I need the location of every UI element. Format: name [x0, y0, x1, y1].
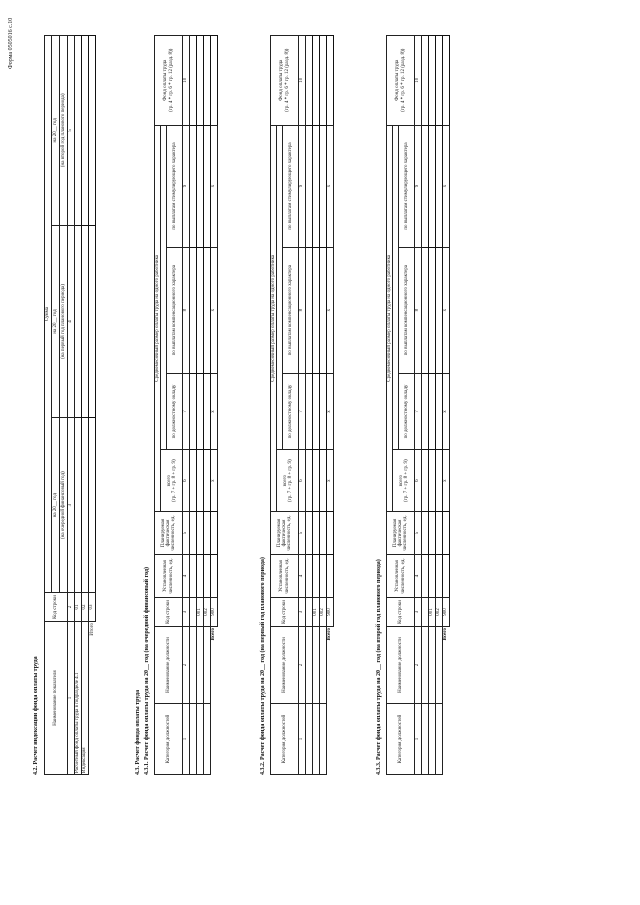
value-cell[interactable] [435, 373, 442, 450]
value-cell[interactable] [210, 512, 217, 555]
column-number: 1 [183, 704, 189, 775]
value-cell[interactable] [89, 418, 96, 593]
value-cell[interactable] [189, 450, 196, 512]
value-cell[interactable] [428, 125, 435, 247]
not-applicable-mark: x [210, 373, 217, 450]
value-cell[interactable] [305, 247, 312, 373]
row-code: 01 [75, 593, 82, 622]
column-number: 7 [183, 373, 189, 450]
value-cell [421, 627, 428, 704]
total-code: 900 [326, 598, 333, 627]
year-1-label: на 20__ год [52, 418, 60, 593]
value-cell[interactable] [319, 125, 326, 247]
column-number: 6 [415, 450, 421, 512]
salary-fund-table [154, 35, 218, 775]
col-planned: Планируемая фактическая численность, ед. [155, 512, 183, 555]
col-all: всего (гр. 7 + гр. 8 + гр. 9) [277, 450, 299, 512]
value-cell [305, 704, 312, 775]
col-average: Среднемесячный размер оплаты труда на одного работника [271, 125, 277, 511]
value-cell[interactable] [305, 125, 312, 247]
value-cell [305, 598, 312, 627]
section-4-3-title: 4.3. Расчет фонда оплаты труда [135, 689, 141, 775]
col-indicator-name: Наименование показателя [45, 622, 68, 775]
value-cell[interactable] [196, 247, 203, 373]
value-cell[interactable] [326, 512, 333, 555]
column-number: 9 [299, 125, 305, 247]
value-cell[interactable] [428, 450, 435, 512]
form-reference: Форма 0505016 с.10 [8, 17, 14, 69]
value-cell[interactable] [428, 373, 435, 450]
value-cell [189, 627, 196, 704]
value-cell[interactable] [196, 373, 203, 450]
value-cell[interactable] [326, 36, 333, 126]
total-label: Всего [211, 628, 217, 641]
value-cell[interactable] [421, 36, 428, 126]
value-cell[interactable] [421, 512, 428, 555]
col-position: Наименование должности [271, 627, 299, 704]
value-cell[interactable] [210, 36, 217, 126]
value-cell[interactable] [421, 373, 428, 450]
row-code: 002 [203, 598, 210, 627]
value-cell[interactable] [189, 373, 196, 450]
value-cell[interactable] [319, 555, 326, 598]
value-cell[interactable] [305, 512, 312, 555]
column-number: 4 [415, 555, 421, 598]
not-applicable-mark: x [210, 247, 217, 373]
col-all: всего (гр. 7 + гр. 8 + гр. 9) [161, 450, 183, 512]
category-cell[interactable] [428, 704, 435, 775]
value-cell[interactable] [210, 555, 217, 598]
value-cell[interactable] [196, 125, 203, 247]
col-compensation: по выплатам компенсационного характера [283, 247, 299, 373]
row-name: Индексация [82, 622, 89, 775]
value-cell[interactable] [196, 36, 203, 126]
column-number: 3 [415, 598, 421, 627]
column-number: 4 [183, 555, 189, 598]
col-category: Категория должностей [387, 704, 415, 775]
salary-fund-table [386, 35, 450, 775]
value-cell[interactable] [319, 373, 326, 450]
num-5: 5 [68, 36, 75, 226]
not-applicable-mark: x [210, 450, 217, 512]
column-number: 4 [299, 555, 305, 598]
year-1-sub: (на очередной финансовый год) [60, 418, 68, 593]
not-applicable-mark: x [210, 125, 217, 247]
value-cell [305, 627, 312, 704]
column-number: 8 [299, 247, 305, 373]
total-code: 03 [89, 593, 96, 622]
column-number: 1 [299, 704, 305, 775]
value-cell[interactable] [75, 36, 82, 226]
position-cell[interactable] [312, 627, 319, 704]
value-cell [189, 598, 196, 627]
column-number: 10 [415, 36, 421, 126]
subsection-title: 4.3.1. Расчет фонда оплаты труда на 20__ год (на очередной финансовый год) [144, 566, 150, 775]
col-salary: по должностному окладу [283, 373, 299, 450]
value-cell[interactable] [312, 125, 319, 247]
value-cell[interactable] [203, 512, 210, 555]
total-label: Всего [327, 628, 333, 641]
column-number: 10 [183, 36, 189, 126]
col-category: Категория должностей [271, 704, 299, 775]
value-cell[interactable] [305, 450, 312, 512]
not-applicable-mark: x [326, 125, 333, 247]
value-cell[interactable] [319, 247, 326, 373]
value-cell[interactable] [435, 125, 442, 247]
value-cell[interactable] [312, 450, 319, 512]
row-code: 002 [435, 598, 442, 627]
subsection-title: 4.3.3. Расчет фонда оплаты труда на 20__ год (на второй год планового периода) [376, 559, 382, 775]
col-category: Категория должностей [155, 704, 183, 775]
value-cell [189, 704, 196, 775]
col-fund: Фонд оплаты труда (гр. 4 * гр. 6 * гр. 12 (разд. 8)) [271, 36, 299, 126]
column-number: 9 [183, 125, 189, 247]
value-cell[interactable] [189, 512, 196, 555]
value-cell[interactable] [435, 512, 442, 555]
value-cell[interactable] [203, 555, 210, 598]
row-code: 001 [312, 598, 319, 627]
value-cell[interactable] [435, 450, 442, 512]
value-cell[interactable] [421, 247, 428, 373]
position-cell[interactable] [203, 627, 210, 704]
column-number: 9 [415, 125, 421, 247]
value-cell[interactable] [82, 36, 89, 226]
column-number: 2 [415, 627, 421, 704]
column-number: 8 [183, 247, 189, 373]
column-number: 5 [415, 512, 421, 555]
num-3: 3 [68, 418, 75, 593]
value-cell[interactable] [305, 36, 312, 126]
col-established: Установленная численность, ед. [387, 555, 415, 598]
col-sum: Сумма [45, 36, 52, 593]
not-applicable-mark: x [442, 450, 449, 512]
salary-fund-table [270, 35, 334, 775]
col-established: Установленная численность, ед. [271, 555, 299, 598]
col-established: Установленная численность, ед. [155, 555, 183, 598]
position-cell[interactable] [428, 627, 435, 704]
col-position: Наименование должности [387, 627, 415, 704]
value-cell[interactable] [319, 512, 326, 555]
value-cell[interactable] [428, 36, 435, 126]
year-2-sub: (на первый год планового периода) [60, 225, 68, 418]
value-cell[interactable] [428, 247, 435, 373]
value-cell[interactable] [435, 247, 442, 373]
not-applicable-mark: x [326, 247, 333, 373]
section-4-2-title: 4.2. Расчет индексации фонда оплаты труда [33, 656, 39, 775]
column-number: 7 [415, 373, 421, 450]
value-cell[interactable] [196, 450, 203, 512]
category-cell[interactable] [203, 704, 210, 775]
value-cell[interactable] [421, 125, 428, 247]
column-number: 7 [299, 373, 305, 450]
category-cell[interactable] [435, 704, 442, 775]
column-number: 1 [415, 704, 421, 775]
total-label: Всего [443, 628, 449, 641]
not-applicable-mark: x [442, 125, 449, 247]
value-cell[interactable] [326, 555, 333, 598]
col-planned: Планируемая фактическая численность, ед. [271, 512, 299, 555]
row-code: 001 [428, 598, 435, 627]
not-applicable-mark: x [442, 247, 449, 373]
col-fund: Фонд оплаты труда (гр. 4 * гр. 6 * гр. 12 (разд. 8)) [387, 36, 415, 126]
value-cell[interactable] [203, 36, 210, 126]
value-cell[interactable] [305, 373, 312, 450]
num-4: 4 [68, 225, 75, 418]
value-cell[interactable] [442, 512, 449, 555]
column-number: 3 [183, 598, 189, 627]
column-number: 8 [415, 247, 421, 373]
col-stimulating: по выплатам стимулирующего характера [399, 125, 415, 247]
value-cell[interactable] [89, 36, 96, 226]
value-cell[interactable] [319, 450, 326, 512]
col-stimulating: по выплатам стимулирующего характера [167, 125, 183, 247]
not-applicable-mark: x [442, 373, 449, 450]
value-cell[interactable] [82, 418, 89, 593]
col-code: Код строки [387, 598, 415, 627]
col-salary: по должностному окладу [167, 373, 183, 450]
col-planned: Планируемая фактическая численность, ед. [387, 512, 415, 555]
value-cell[interactable] [189, 36, 196, 126]
not-applicable-mark: x [326, 450, 333, 512]
column-number: 2 [183, 627, 189, 704]
value-cell[interactable] [428, 555, 435, 598]
value-cell[interactable] [421, 555, 428, 598]
position-cell[interactable] [319, 627, 326, 704]
total-label: Итого [89, 623, 95, 636]
num-1: 1 [68, 622, 75, 775]
year-3-sub: (на второй год планового периода) [60, 36, 68, 226]
indexation-table [44, 35, 96, 775]
col-stimulating: по выплатам стимулирующего характера [283, 125, 299, 247]
value-cell[interactable] [312, 36, 319, 126]
col-code: Код строки [45, 593, 68, 622]
value-cell[interactable] [442, 36, 449, 126]
col-fund: Фонд оплаты труда (гр. 4 * гр. 6 * гр. 12 (разд. 8)) [155, 36, 183, 126]
row-code: 02 [82, 593, 89, 622]
col-code: Код строки [155, 598, 183, 627]
row-name: Расчетный фонд оплаты труда в подразделе 4.1 [75, 622, 82, 775]
value-cell[interactable] [189, 125, 196, 247]
value-cell[interactable] [89, 225, 96, 418]
value-cell [421, 704, 428, 775]
value-cell[interactable] [203, 373, 210, 450]
value-cell[interactable] [312, 247, 319, 373]
value-cell[interactable] [305, 555, 312, 598]
column-number: 5 [299, 512, 305, 555]
value-cell[interactable] [312, 373, 319, 450]
row-code: 002 [319, 598, 326, 627]
value-cell[interactable] [82, 225, 89, 418]
column-number: 3 [299, 598, 305, 627]
value-cell[interactable] [189, 247, 196, 373]
column-number: 6 [183, 450, 189, 512]
value-cell[interactable] [319, 36, 326, 126]
value-cell[interactable] [312, 555, 319, 598]
col-all: всего (гр. 7 + гр. 8 + гр. 9) [393, 450, 415, 512]
num-2: 2 [68, 593, 75, 622]
total-code: 900 [442, 598, 449, 627]
position-cell[interactable] [435, 627, 442, 704]
column-number: 6 [299, 450, 305, 512]
position-cell[interactable] [196, 627, 203, 704]
value-cell[interactable] [203, 247, 210, 373]
value-cell[interactable] [75, 225, 82, 418]
value-cell [421, 598, 428, 627]
value-cell[interactable] [421, 450, 428, 512]
total-code: 900 [210, 598, 217, 627]
col-average: Среднемесячный размер оплаты труда на одного работника [387, 125, 393, 511]
column-number: 5 [183, 512, 189, 555]
col-compensation: по выплатам компенсационного характера [167, 247, 183, 373]
subsection-title: 4.3.2. Расчет фонда оплаты труда на 20__ год (на первый год планового периода) [260, 557, 266, 775]
category-cell[interactable] [196, 704, 203, 775]
value-cell[interactable] [435, 36, 442, 126]
value-cell[interactable] [203, 450, 210, 512]
year-3-label: на 20__ год [52, 36, 60, 226]
col-salary: по должностному окладу [399, 373, 415, 450]
col-average: Среднемесячный размер оплаты труда на одного работника [155, 125, 161, 511]
value-cell[interactable] [189, 555, 196, 598]
value-cell[interactable] [75, 418, 82, 593]
value-cell[interactable] [428, 512, 435, 555]
value-cell[interactable] [442, 555, 449, 598]
col-compensation: по выплатам компенсационного характера [399, 247, 415, 373]
value-cell[interactable] [196, 555, 203, 598]
column-number: 10 [299, 36, 305, 126]
value-cell[interactable] [435, 555, 442, 598]
category-cell[interactable] [312, 704, 319, 775]
year-2-label: на 20__ год [52, 225, 60, 418]
not-applicable-mark: x [326, 373, 333, 450]
col-position: Наименование должности [155, 627, 183, 704]
value-cell[interactable] [312, 512, 319, 555]
row-code: 001 [196, 598, 203, 627]
col-code: Код строки [271, 598, 299, 627]
category-cell[interactable] [319, 704, 326, 775]
value-cell[interactable] [203, 125, 210, 247]
value-cell[interactable] [196, 512, 203, 555]
column-number: 2 [299, 627, 305, 704]
